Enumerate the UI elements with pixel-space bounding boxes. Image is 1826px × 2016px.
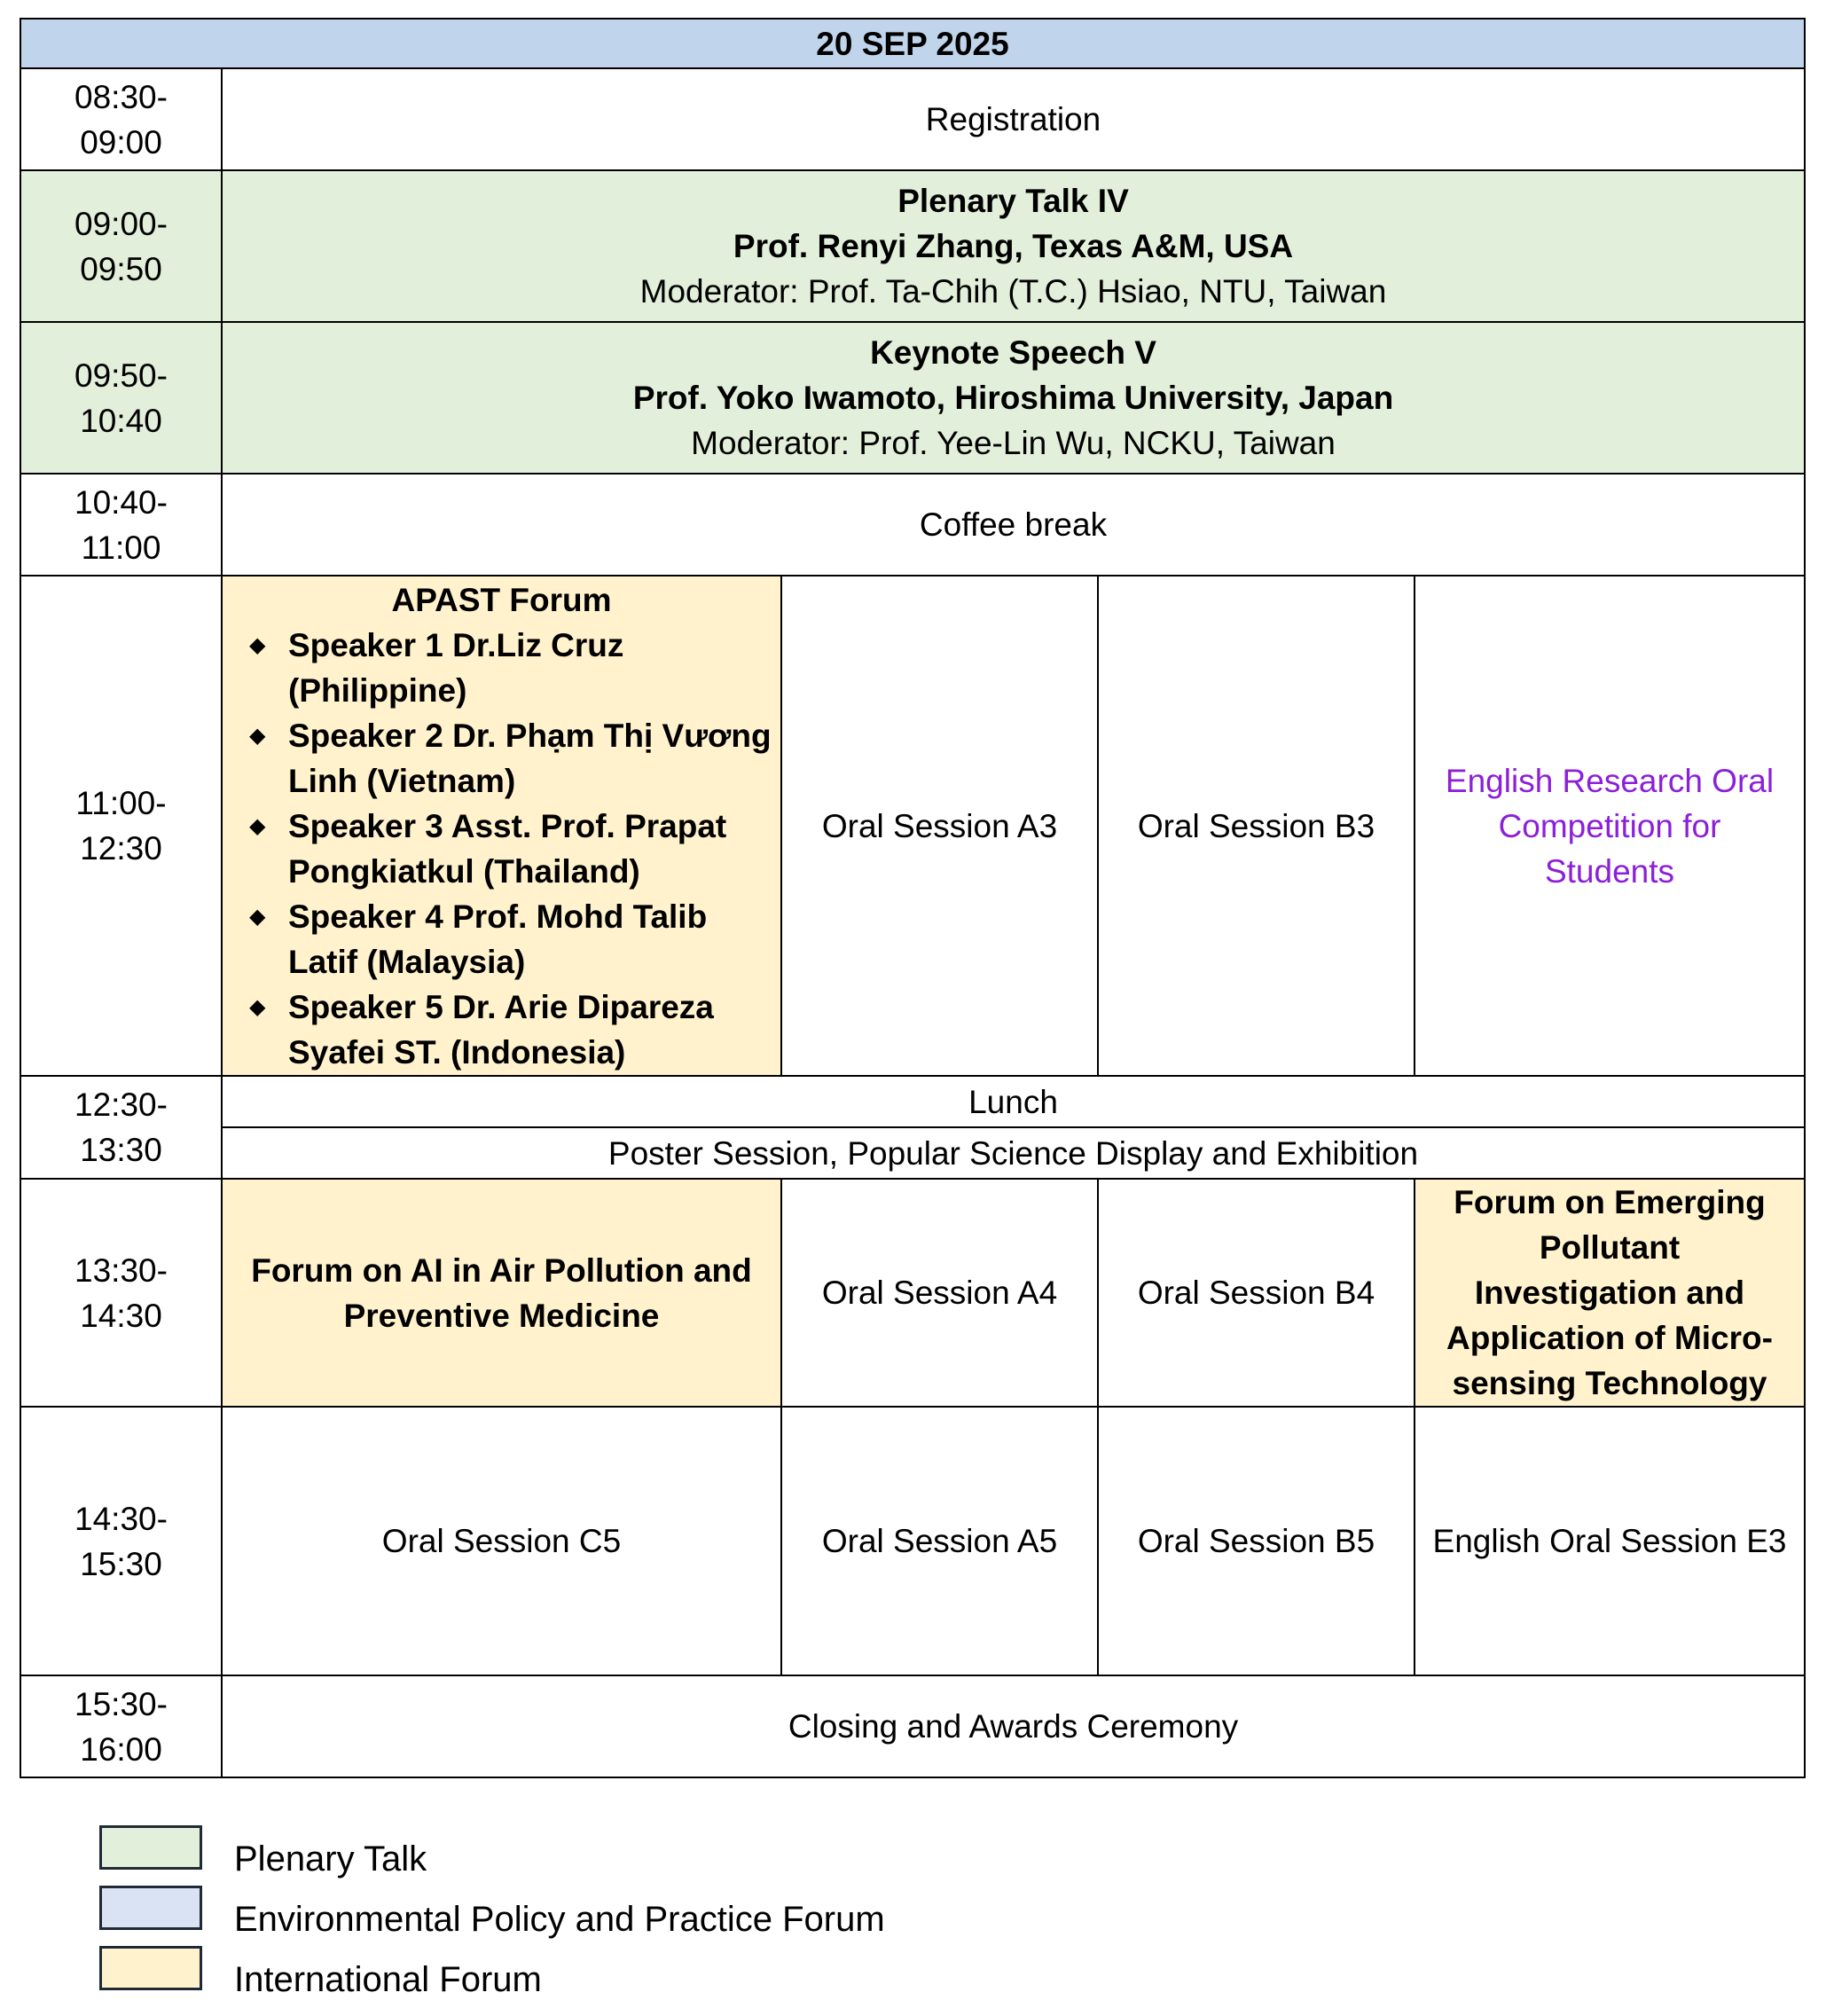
ai-forum-cell: Forum on AI in Air Pollution and Preventive Medicine — [222, 1179, 781, 1407]
oral-session-b4-cell: Oral Session B4 — [1098, 1179, 1415, 1407]
list-item: ◆ Speaker 1 Dr.Liz Cruz (Philippine) — [249, 623, 773, 713]
coffee-break-cell: Coffee break — [222, 474, 1805, 576]
speaker-list — [230, 623, 773, 1075]
international-swatch — [99, 1946, 202, 1990]
time-start: 08:30- — [74, 78, 168, 115]
plenary-talk-cell — [222, 170, 1805, 322]
time-end: 12:30 — [80, 830, 162, 867]
diamond-bullet-icon: ◆ — [249, 813, 266, 838]
oral-session-b5-cell: Oral Session B5 — [1098, 1407, 1415, 1675]
oral-session-a3-cell: Oral Session A3 — [781, 576, 1098, 1076]
time-end: 11:00 — [81, 529, 161, 566]
table-row — [20, 68, 1805, 170]
date-header: 20 SEP 2025 — [20, 19, 1805, 68]
time-start: 13:30- — [74, 1251, 168, 1289]
legend-label: Environmental Policy and Practice Forum — [234, 1900, 885, 1939]
oral-session-c5-cell: Oral Session C5 — [222, 1407, 781, 1675]
table-row — [20, 474, 1805, 576]
legend-label: Plenary Talk — [234, 1840, 427, 1879]
time-start: 12:30- — [74, 1086, 168, 1123]
plenary-speaker: Prof. Renyi Zhang, Texas A&M, USA — [733, 228, 1294, 264]
time-cell — [20, 1179, 222, 1407]
time-end: 14:30 — [80, 1297, 162, 1334]
list-item: ◆ Speaker 5 Dr. Arie Dipareza Syafei ST. (Indonesia) — [249, 984, 773, 1075]
time-cell — [20, 1675, 222, 1777]
time-end: 16:00 — [80, 1730, 162, 1768]
time-end: 09:50 — [80, 250, 162, 287]
list-item: ◆ Speaker 4 Prof. Mohd Talib Latif (Malaysia) — [249, 894, 773, 984]
table-row — [20, 1675, 1805, 1777]
table-row — [20, 1076, 1805, 1127]
diamond-bullet-icon: ◆ — [249, 723, 266, 748]
diamond-bullet-icon: ◆ — [249, 994, 266, 1019]
table-row — [20, 322, 1805, 474]
diamond-bullet-icon: ◆ — [249, 904, 266, 929]
list-item: ◆ Speaker 3 Asst. Prof. Prapat Pongkiatkul (Thailand) — [249, 804, 773, 894]
time-cell — [20, 1407, 222, 1675]
english-competition-cell: English Research Oral Competition for Students — [1415, 576, 1805, 1076]
time-cell — [20, 322, 222, 474]
time-start: 09:50- — [74, 357, 168, 394]
legend-label: International Forum — [234, 1960, 542, 1999]
time-cell — [20, 68, 222, 170]
plenary-title: Plenary Talk IV — [897, 183, 1129, 219]
schedule-table — [20, 18, 1806, 1778]
plenary-swatch — [99, 1825, 202, 1870]
time-end: 15:30 — [80, 1545, 162, 1582]
time-end: 13:30 — [80, 1132, 162, 1168]
apast-forum-cell — [222, 576, 781, 1076]
english-oral-session-e3-cell: English Oral Session E3 — [1415, 1407, 1805, 1675]
table-row — [20, 1179, 1805, 1407]
keynote-speech-cell — [222, 322, 1805, 474]
time-start: 15:30- — [74, 1685, 168, 1722]
plenary-moderator: Moderator: Prof. Ta-Chih (T.C.) Hsiao, NTU, Taiwan — [639, 273, 1387, 310]
time-cell — [20, 576, 222, 1076]
time-cell — [20, 474, 222, 576]
poster-session-cell: Poster Session, Popular Science Display and Exhibition — [222, 1127, 1805, 1179]
list-item: ◆ Speaker 2 Dr. Phạm Thị Vương Linh (Vietnam) — [249, 713, 773, 804]
keynote-title: Keynote Speech V — [870, 334, 1156, 371]
table-row — [20, 170, 1805, 322]
time-end: 09:00 — [80, 123, 162, 161]
emerging-pollutant-forum-cell: Forum on Emerging Pollutant Investigation and Application of Micro- sensing Technology — [1415, 1179, 1805, 1407]
time-start: 11:00- — [75, 785, 167, 821]
time-start: 10:40- — [74, 483, 168, 521]
oral-session-a5-cell: Oral Session A5 — [781, 1407, 1098, 1675]
keynote-moderator: Moderator: Prof. Yee-Lin Wu, NCKU, Taiwan — [691, 425, 1336, 461]
table-row — [20, 576, 1805, 1076]
closing-ceremony-cell: Closing and Awards Ceremony — [222, 1675, 1805, 1777]
apast-forum-title: APAST Forum — [391, 581, 612, 618]
keynote-speaker: Prof. Yoko Iwamoto, Hiroshima University, Japan — [632, 380, 1394, 416]
time-cell — [20, 1076, 222, 1179]
oral-session-a4-cell: Oral Session A4 — [781, 1179, 1098, 1407]
diamond-bullet-icon: ◆ — [249, 632, 266, 657]
time-start: 14:30- — [74, 1500, 168, 1537]
time-end: 10:40 — [80, 402, 162, 439]
table-row — [20, 1407, 1805, 1675]
lunch-cell: Lunch — [222, 1076, 1805, 1127]
table-row — [20, 1127, 1805, 1179]
policy-swatch — [99, 1886, 202, 1930]
registration-cell: Registration — [222, 68, 1805, 170]
time-cell — [20, 170, 222, 322]
oral-session-b3-cell: Oral Session B3 — [1098, 576, 1415, 1076]
time-start: 09:00- — [74, 205, 168, 242]
